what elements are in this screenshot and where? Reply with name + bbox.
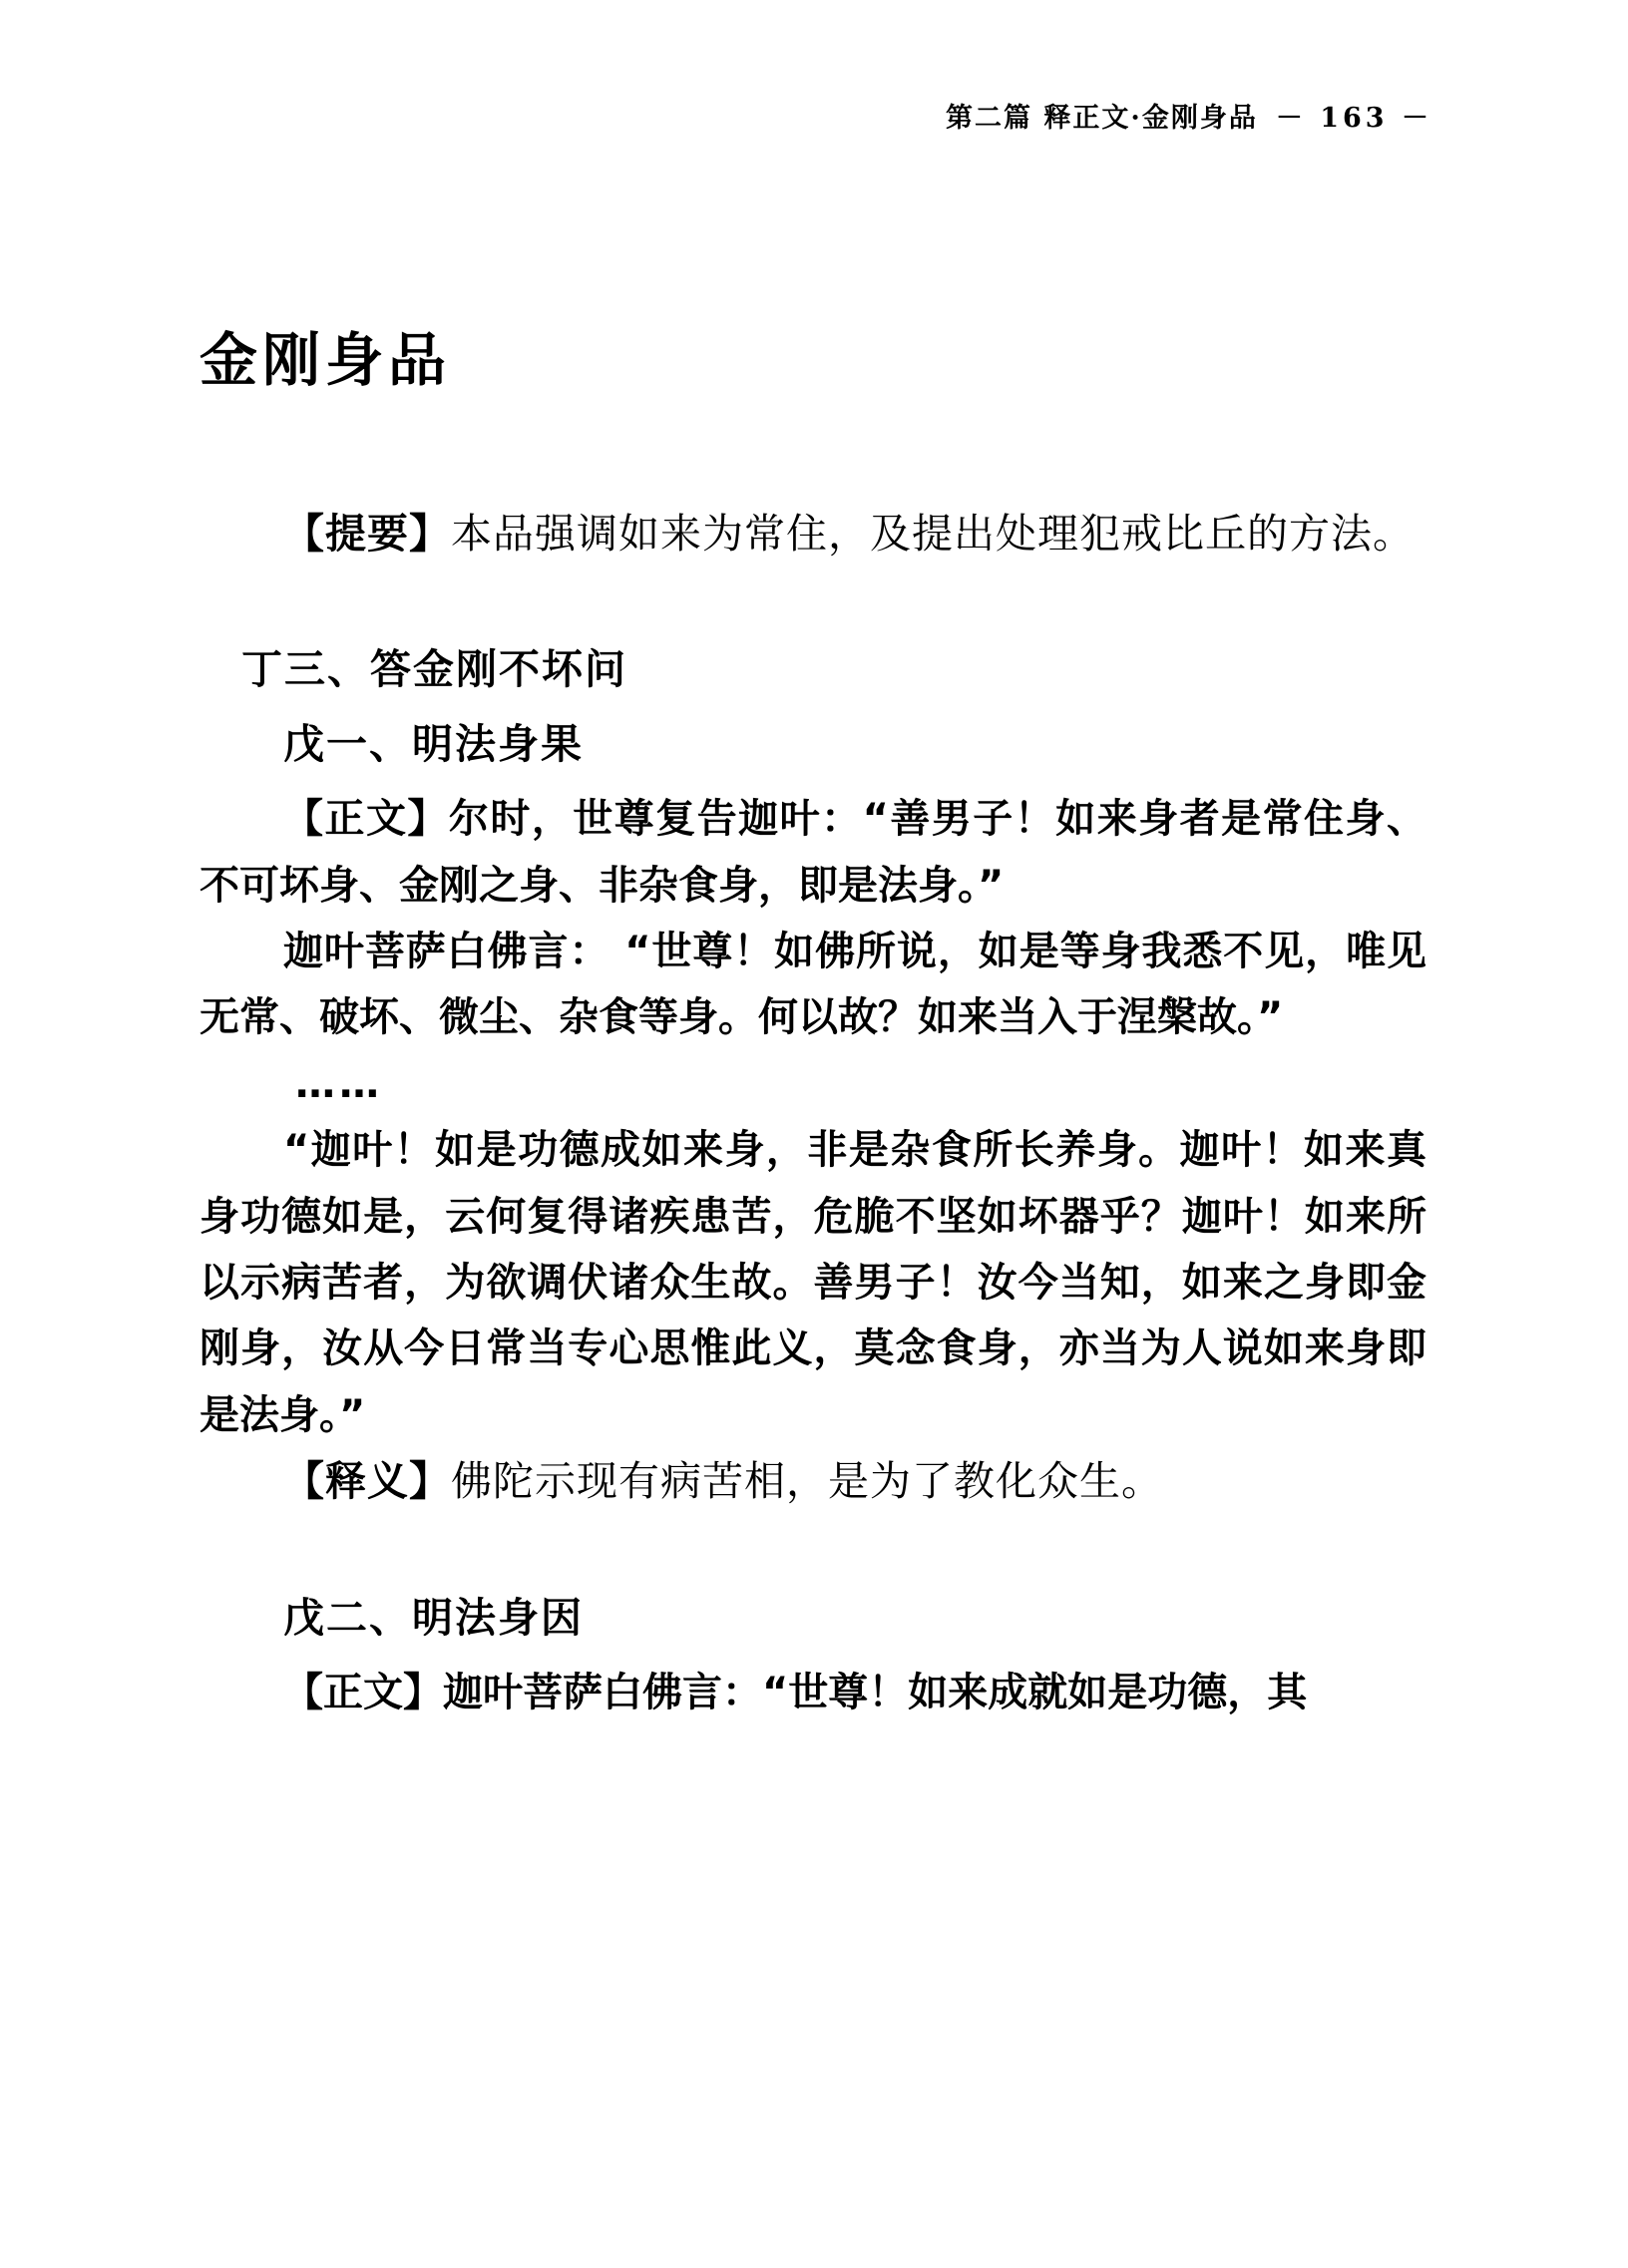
sutra-label-2: 【正文】 (283, 1668, 443, 1715)
section-heading-ding-san: 丁三、答金刚不坏问 (241, 645, 627, 694)
chapter-title: 金刚身品 (200, 326, 452, 394)
spacer (200, 770, 1426, 786)
page-body (200, 326, 1427, 1725)
sutra-paragraph-4 (200, 1660, 1426, 1725)
sutra-label-1: 【正文】 (283, 795, 449, 843)
spacer (200, 393, 1426, 501)
explanation-label: 【释义】 (283, 1457, 451, 1506)
explanation-text: 佛陀示现有病苦相，是为了教化众生。 (451, 1457, 1163, 1506)
section-heading-wu-er: 戊二、明法身因 (283, 1593, 584, 1642)
summary-label: 【提要】 (283, 509, 451, 558)
spacer (200, 567, 1426, 636)
running-head-title: 第二篇 释正文·金刚身品 (946, 103, 1258, 134)
sutra-paragraph-1 (200, 786, 1426, 919)
spacer (200, 695, 1426, 711)
spacer (200, 1515, 1426, 1585)
running-head (0, 96, 1628, 135)
section-heading-wu-yi: 戊一、明法身果 (283, 720, 584, 769)
summary-paragraph (200, 501, 1426, 567)
sutra-ellipsis: …… (295, 1060, 383, 1107)
page-number: － 163 － (1275, 103, 1432, 134)
sutra-text-1: 尔时，世尊复告迦叶：“善男子！如来身者是常住身、不可坏身、金刚之身、非杂食身，即是法身。” (200, 796, 1427, 909)
explanation-paragraph (200, 1448, 1426, 1514)
spacer (200, 1644, 1426, 1660)
sutra-text-2: 迦叶菩萨白佛言：“世尊！如来成就如是功德，其 (443, 1669, 1308, 1715)
summary-text: 本品强调如来为常住，及提出处理犯戒比丘的方法。 (451, 509, 1415, 558)
sutra-paragraph-2: 迦叶菩萨白佛言： “世尊！如佛所说，如是等身我悉不见，唯见无常、破坏、微尘、杂食等身。何以故？如来当入于涅槃故。” (200, 928, 1426, 1041)
sutra-paragraph-3: “迦叶！如是功德成如来身，非是杂食所长养身。迦叶！如来真身功德如是，云何复得诸疾患苦，危脆不坚如坏器乎？迦叶！如来所以示病苦者，为欲调伏诸众生故。善男子！汝今当知，如来之身即金刚身，汝从今日常当专心思惟此义，莫念食身，亦当为人说如来身即是法身。” (200, 1127, 1426, 1438)
